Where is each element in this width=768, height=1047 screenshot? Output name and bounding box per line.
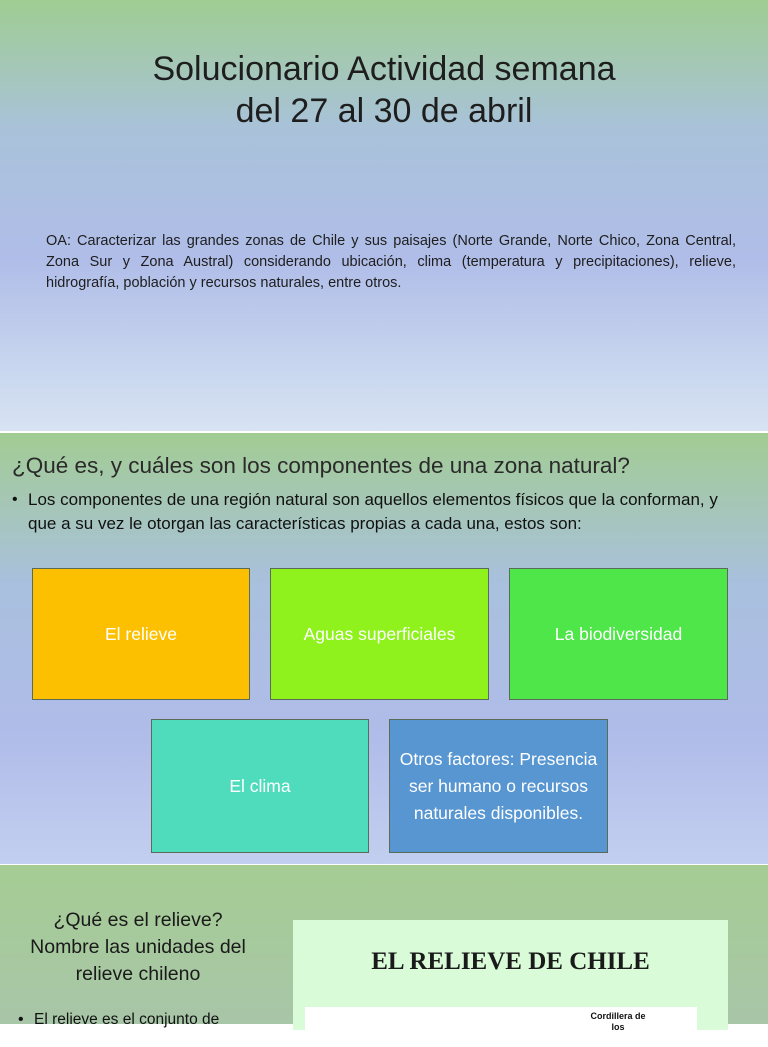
bullet-text: El relieve es el conjunto de [34,1011,220,1028]
slide-title [0,0,768,433]
component-box-clima: El clima [151,719,369,853]
relieve-map-panel [293,920,728,1030]
component-box-relieve: El relieve [32,568,250,700]
relieve-question: ¿Qué es el relieve? Nombre las unidades del relieve chileno [30,909,246,985]
map-title: EL RELIEVE DE CHILE [371,948,650,975]
map-label: Cordillera de los [590,1011,646,1032]
component-box-aguas: Aguas superficiales [270,568,489,700]
slide-components [0,433,768,865]
bullet-item [12,488,747,536]
slide-relieve [0,865,768,1032]
component-box-biodiversidad: La biodiversidad [509,568,728,700]
bullet-text: Los componentes de una región natural son aquellos elementos físicos que la conforman, y que a su vez le otorgan las características propias a cada una, estos son: [28,490,718,533]
section-title: ¿Qué es, y cuáles son los componentes de una zona natural? [12,453,630,478]
bullet-dot-icon: • [12,491,18,508]
main-title [60,48,708,132]
main-title-line1: Solucionario Actividad semana [152,50,616,88]
learning-objective: OA: Caracterizar las grandes zonas de Chile y sus paisajes (Norte Grande, Norte Chico, Zona Central, Zona Sur y Zona Austral) considerando ubicación, clima (temperatura y precipitaciones), relieve, hidrografía, población y recursos naturales, entre otros. [46,233,736,291]
bullet-dot-icon: • [18,1011,24,1028]
bullet-item [18,1011,268,1029]
main-title-line2: del 27 al 30 de abril [235,92,533,130]
component-box-otros: Otros factores: Presencia ser humano o recursos naturales disponibles. [389,719,608,853]
map-image [305,1007,697,1047]
